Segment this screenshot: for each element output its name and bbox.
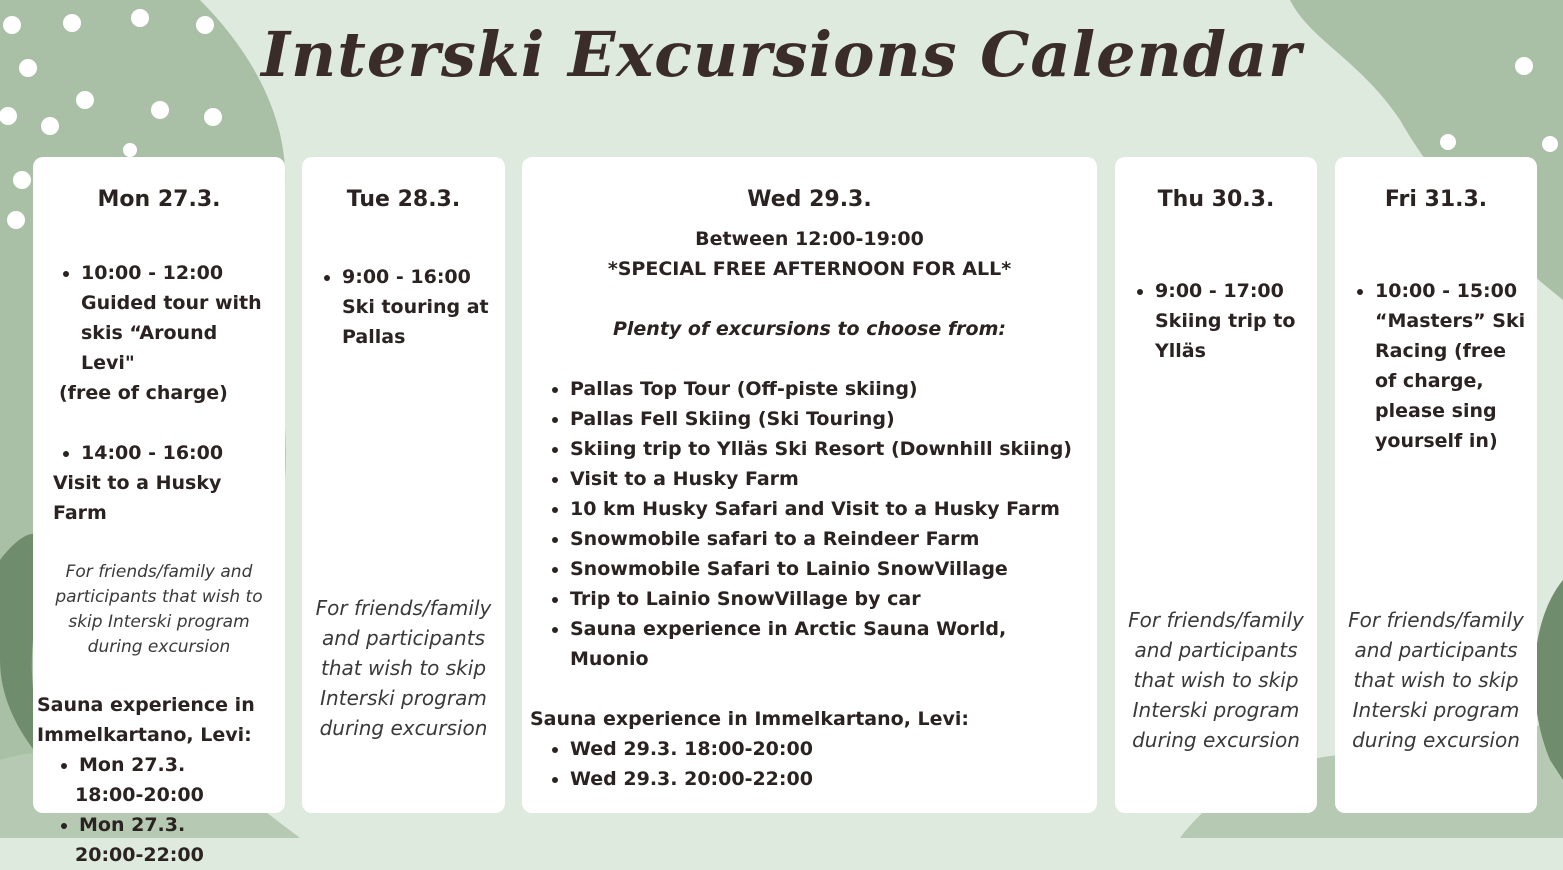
excursion-list [530,374,1089,674]
day-heading: Tue 28.3. [346,187,461,212]
fri-list [1343,276,1529,456]
list-item: • 10:00 - 15:00 “Masters” Ski Racing (free of charge, please sing yourself in) [1375,276,1529,456]
audience-note: For friends/family and participants that wish to skip Interski program during excursion [315,596,492,740]
audience-note: For friends/family and participants that wish to skip Interski program during excursion [1348,608,1524,752]
list-item: • Pallas Top Tour (Off-piste skiing) [570,374,1089,404]
list-item: • 9:00 - 17:00 Skiing trip to Ylläs [1155,276,1309,366]
mon-list-2 [41,438,277,468]
mon-husky-label: Visit to a Husky Farm [53,472,222,524]
thu-list [1123,276,1309,366]
list-item: • 9:00 - 16:00 Ski touring at Pallas [342,262,497,352]
list-item: • Snowmobile safari to a Reindeer Farm [570,524,1089,554]
list-item: • Sauna experience in Arctic Sauna World, Muonio [570,614,1089,674]
mon-list [41,258,277,378]
sauna-list [530,734,1089,794]
day-card-tue [302,157,505,813]
list-item: • Mon 27.3. 18:00-20:00 [79,750,277,810]
day-heading: Wed 29.3. [747,187,872,212]
audience-note: For friends/family and participants that wish to skip Interski program during excursion [55,562,263,657]
day-card-fri [1335,157,1537,813]
day-heading: Fri 31.3. [1384,187,1488,212]
audience-note: For friends/family and participants that wish to skip Interski program during excursion [1128,608,1304,752]
sauna-heading: Sauna experience in Immelkartano, Levi: [530,708,970,730]
day-heading: Thu 30.3. [1157,187,1275,212]
sauna-list [41,750,277,870]
wed-time-range: Between 12:00-19:00 [695,228,924,250]
wed-special-banner: *SPECIAL FREE AFTERNOON FOR ALL* [607,258,1012,280]
list-item: • 10:00 - 12:00 Guided tour with skis “Around Levi" [81,258,277,378]
list-item: • 10 km Husky Safari and Visit to a Husky Farm [570,494,1089,524]
list-item: • Mon 27.3. 20:00-22:00 [79,810,277,870]
wed-intro: Plenty of excursions to choose from: [612,318,1007,340]
day-card-mon [33,157,285,866]
list-item: • Wed 29.3. 18:00-20:00 [570,734,1089,764]
mon-free-label: (free of charge) [59,382,228,404]
list-item: • Snowmobile Safari to Lainio SnowVillage [570,554,1089,584]
tue-list [310,262,497,352]
list-item: • Trip to Lainio SnowVillage by car [570,584,1089,614]
list-item: • Skiing trip to Ylläs Ski Resort (Downhill skiing) [570,434,1089,464]
day-card-wed [522,157,1097,813]
day-card-thu [1115,157,1317,813]
list-item: • Pallas Fell Skiing (Ski Touring) [570,404,1089,434]
list-item: • Visit to a Husky Farm [570,464,1089,494]
day-heading: Mon 27.3. [97,187,221,212]
list-item: • 14:00 - 16:00 [81,438,277,468]
sauna-heading: Sauna experience in Immelkartano, Levi: [37,694,255,746]
list-item: • Wed 29.3. 20:00-22:00 [570,764,1089,794]
page-title: Interski Excursions Calendar [261,18,1302,91]
